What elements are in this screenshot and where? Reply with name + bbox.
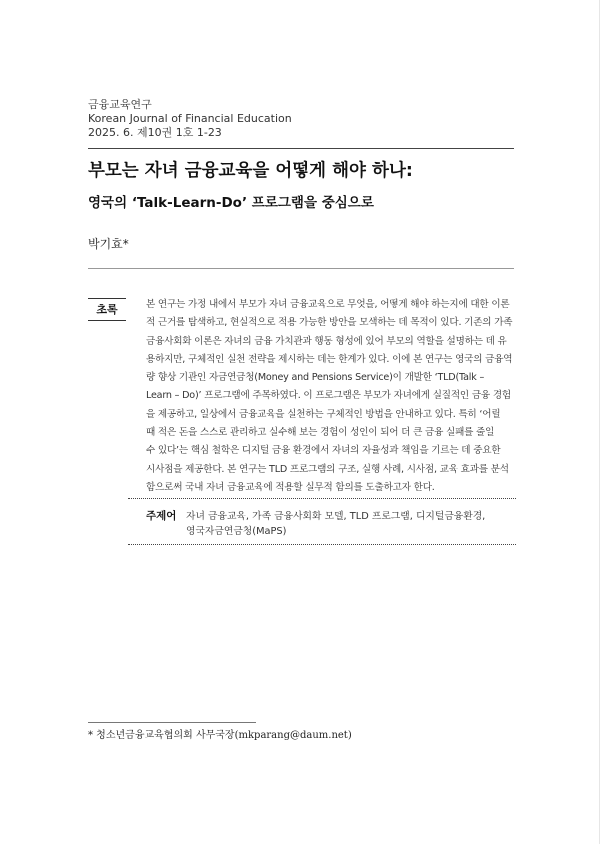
abstract-label-bottom-rule <box>88 320 126 321</box>
footnote-rule <box>88 722 256 723</box>
abstract-line: 금융사회화 이론은 자녀의 금융 가치관과 행동 형성에 있어 부모의 역할을 설명하는 데 유 <box>146 335 507 347</box>
author-footnote: * 청소년금융교육협의회 사무국장(mkparang@daum.net) <box>88 730 352 741</box>
abstract-line: 본 연구는 가정 내에서 부모가 자녀 금융교육으로 무엇을, 어떻게 해야 하는지에 대한 이론 <box>146 299 510 310</box>
paper-title: 부모는 자녀 금융교육을 어떻게 해야 하나: <box>88 161 413 181</box>
journal-info <box>88 98 518 140</box>
abstract-label: 초록 <box>96 303 118 316</box>
paper-subtitle: 영국의 ‘Talk-Learn-Do’ 프로그램을 중심으로 <box>88 195 374 211</box>
keywords-text <box>186 509 516 539</box>
abstract-label-box <box>88 298 126 321</box>
keywords-top-dotted-rule <box>128 498 516 499</box>
abstract-line: 을 제공하고, 일상에서 금융교육을 실천하는 구체적인 방법을 안내하고 있다. 특히 ‘어릴 <box>146 408 501 420</box>
author-name: 박기효* <box>88 237 129 251</box>
journal-issue: 2025. 6. 제10권 1호 1-23 <box>88 126 222 139</box>
abstract-line: 적 근거를 탐색하고, 현실적으로 적용 가능한 방안을 모색하는 데 목적이 있다. 기존의 가족 <box>146 317 513 329</box>
author-rule <box>88 268 514 269</box>
journal-name-ko: 금융교육연구 <box>88 98 152 111</box>
abstract-line: 함으로써 국내 자녀 금융교육에 적용할 실무적 함의를 도출하고자 한다. <box>146 481 435 493</box>
keywords-label: 주제어 <box>146 510 177 522</box>
abstract-line: 시사점을 제공한다. 본 연구는 TLD 프로그램의 구조, 실행 사례, 시사점, 교육 효과를 분석 <box>146 463 509 475</box>
abstract-line: Learn – Do)’ 프로그램에 주목하였다. 이 프로그램은 부모가 자녀에게 실질적인 금융 경험 <box>146 390 511 402</box>
journal-name-en: Korean Journal of Financial Education <box>88 112 292 125</box>
abstract-line: 수 있다’는 핵심 철학은 디지털 금융 환경에서 자녀의 자율성과 책임을 기르는 데 중요한 <box>146 445 501 457</box>
header-rule <box>88 148 514 149</box>
abstract-body <box>146 296 516 497</box>
abstract-line: 용하지만, 구체적인 실천 전략을 제시하는 데는 한계가 있다. 이에 본 연구는 영국의 금융역 <box>146 353 513 365</box>
keywords-line: 자녀 금융교육, 가족 금융사회화 모델, TLD 프로그램, 디지털금융환경, <box>186 511 486 522</box>
abstract-line: 때 적은 돈을 스스로 관리하고 실수해 보는 경험이 성인이 되어 더 큰 금융 실패를 줄일 <box>146 427 495 439</box>
keywords-bottom-dotted-rule <box>128 544 516 545</box>
abstract-line: 량 향상 기관인 자금연금청(Money and Pensions Service)이 개발한 ‘TLD(Talk – <box>146 372 485 384</box>
keywords-line: 영국자금연금청(MaPS) <box>186 526 287 537</box>
